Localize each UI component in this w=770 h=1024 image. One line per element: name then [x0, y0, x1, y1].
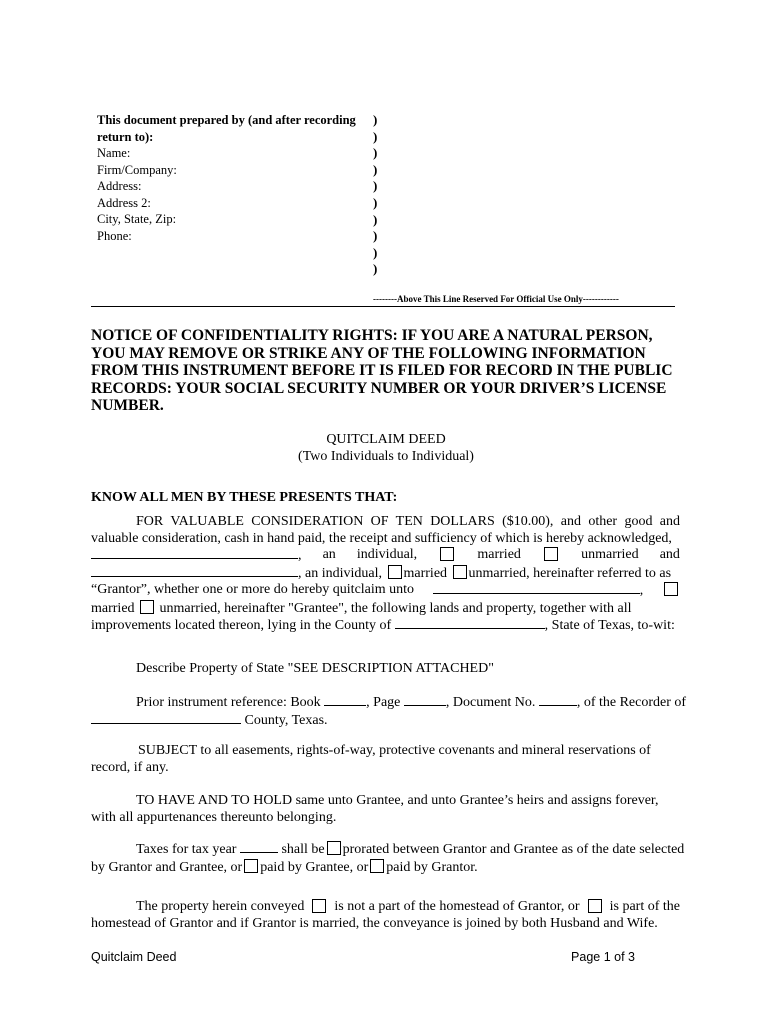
grantor-line-1: , an individual, married unmarried and	[91, 547, 680, 565]
grantee-status-line: married unmarried, hereinafter "Grantee", the following lands and property, together with all	[91, 600, 632, 616]
field-name: Name:	[97, 146, 131, 160]
grantor2-married-checkbox[interactable]	[388, 565, 402, 579]
describe-property: Describe Property of State "SEE DESCRIPTION ATTACHED"	[136, 661, 494, 676]
confidentiality-notice: NOTICE OF CONFIDENTIALITY RIGHTS: IF YOU ARE A NATURAL PERSON, YOU MAY REMOVE OR STRIKE ANY OF THE FOLLOWING INFORMATION FROM THIS INSTRUMENT BEFORE IT IS FILED FOR RECORD IN THE PUBLIC RECORDS: YOUR SOCIAL SECURITY NUMBER OR YOUR DRIVER’S LICENSE NUMBER.	[91, 327, 673, 414]
prepared-by-line1: This document prepared by (and after recording	[97, 113, 356, 127]
tax-year-blank[interactable]	[240, 841, 278, 853]
recording-divider	[91, 306, 675, 307]
footer-title: Quitclaim Deed	[91, 950, 177, 964]
field-address: Address:	[97, 179, 142, 193]
grantor1-unmarried-checkbox[interactable]	[544, 547, 558, 561]
paren-column: ) ) ) ) ) ) ) ) ) )	[373, 112, 378, 277]
deed-title: QUITCLAIM DEED	[326, 432, 446, 447]
page-blank[interactable]	[404, 694, 446, 706]
habendum-paragraph: TO HAVE AND TO HOLD same unto Grantee, and unto Grantee’s heirs and assigns forever, with all appurtenances thereunto belonging.	[91, 793, 659, 825]
paid-by-grantor-checkbox[interactable]	[370, 859, 384, 873]
taxes-paragraph: Taxes for tax year shall be prorated between Grantor and Grantee as of the date selected by Grantor and Grantee, or paid by Grantee, or paid by Grantor.	[91, 842, 685, 875]
county-blank[interactable]	[395, 617, 545, 629]
is-homestead-checkbox[interactable]	[588, 899, 602, 913]
grantee-line: “Grantor”, whether one or more do hereby quitclaim unto ,	[91, 582, 680, 600]
field-firm: Firm/Company:	[97, 162, 177, 177]
recorder-county-blank[interactable]	[91, 712, 241, 724]
subject-paragraph: SUBJECT to all easements, rights-of-way, protective covenants and mineral reservations of record, if any.	[91, 743, 651, 775]
book-blank[interactable]	[324, 694, 366, 706]
deed-subtitle: (Two Individuals to Individual)	[298, 449, 474, 464]
prior-instrument-paragraph: Prior instrument reference: Book , Page , Document No. , of the Recorder of County, Texas.	[91, 694, 680, 729]
document-no-blank[interactable]	[539, 694, 577, 706]
footer-page-number: Page 1 of 3	[571, 950, 635, 964]
paid-by-grantee-checkbox[interactable]	[244, 859, 258, 873]
consideration-paragraph: FOR VALUABLE CONSIDERATION OF TEN DOLLARS ($10.00), and other good and valuable consideration, cash in hand paid, the receipt and sufficiency of which is hereby acknowledged, , an individual, married unmarried and , an individual, married unmarried, hereinafter referred to as “Grantor”, whether one or more do hereby quitclaim unto , married unmarried, hereinafter "Grantee", the following lands and property, together with all improvements located thereon, lying in the County of , State of Texas, to-wit:	[91, 514, 680, 633]
not-homestead-checkbox[interactable]	[312, 899, 326, 913]
field-city-state-zip: City, State, Zip:	[97, 212, 177, 226]
grantor2-name-blank[interactable]	[91, 565, 298, 577]
grantor2-unmarried-checkbox[interactable]	[453, 565, 467, 579]
grantor1-married-checkbox[interactable]	[440, 547, 454, 561]
homestead-paragraph: The property herein conveyed is not a part of the homestead of Grantor, or is part of the homestead of Grantor and if Grantor is married, the conveyance is joined by both Husband and Wife.	[91, 899, 680, 931]
grantor-line-2: , an individual, married unmarried, hereinafter referred to as	[91, 565, 680, 583]
prorated-checkbox[interactable]	[327, 841, 341, 855]
grantor1-name-blank[interactable]	[91, 547, 298, 559]
grantee-unmarried-checkbox[interactable]	[140, 600, 154, 614]
field-address2: Address 2:	[97, 195, 151, 210]
grantee-name-blank[interactable]	[433, 582, 640, 594]
prepared-by-line2: return to):	[97, 129, 154, 144]
county-line: improvements located thereon, lying in the County of , State of Texas, to-wit:	[91, 618, 675, 633]
field-phone: Phone:	[97, 228, 132, 243]
preparer-block	[97, 112, 367, 244]
grantee-married-checkbox[interactable]	[664, 582, 678, 596]
know-all-men: KNOW ALL MEN BY THESE PRESENTS THAT:	[91, 490, 398, 505]
reserved-line-label: --------Above This Line Reserved For Official Use Only------------	[373, 294, 619, 304]
